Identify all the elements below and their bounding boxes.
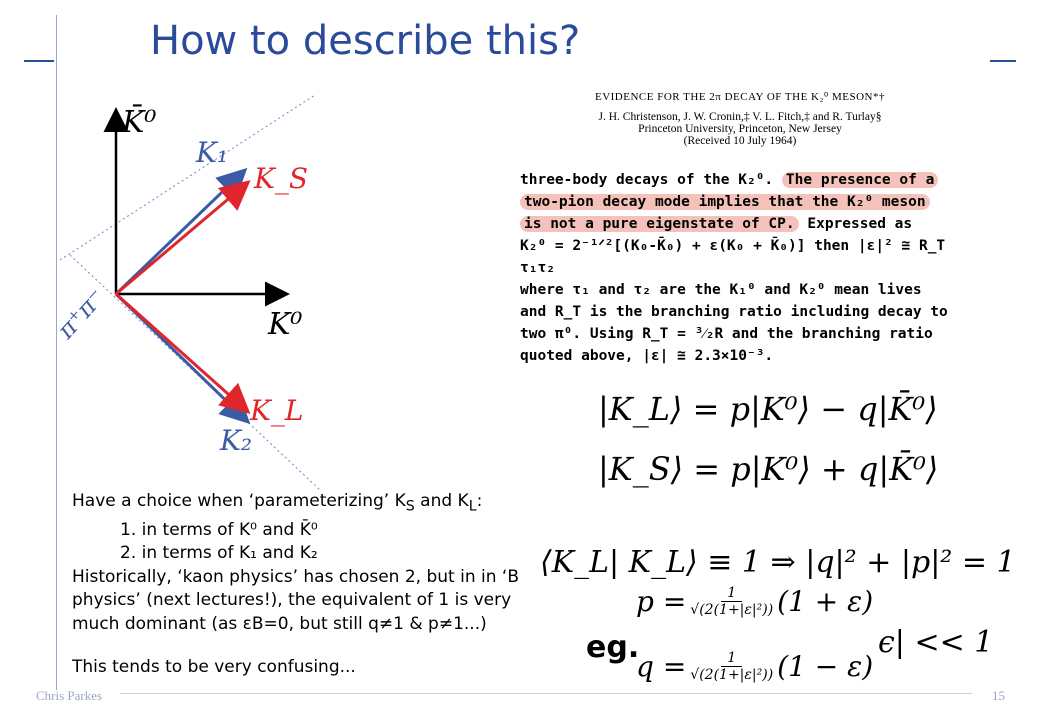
paper-title: EVIDENCE FOR THE 2π DECAY OF THE K₂⁰ MESON*† bbox=[594, 91, 886, 103]
paper-body bbox=[520, 169, 960, 367]
paper-line-2 bbox=[520, 191, 960, 213]
note-line-7: This tends to be very confusing... bbox=[72, 657, 356, 678]
paper-line-7: two π⁰. Using R_T = ³⁄₂R and the branching ratio bbox=[520, 326, 933, 342]
k1-vector bbox=[116, 172, 243, 294]
highlight: is not a pure eigenstate of CP. bbox=[520, 216, 799, 232]
spacer bbox=[72, 636, 532, 656]
label-k0: K⁰ bbox=[268, 307, 303, 342]
paper-authors: J. H. Christenson, J. W. Cronin,‡ V. L. Fitch,‡ and R. Turlay§ bbox=[598, 111, 882, 123]
note-line-5: physics’ (next lectures!), the equivalent of 1 is very bbox=[72, 590, 512, 611]
fraction: $\frac{1}{\text{√(2(1+|ε|²))}}$ bbox=[690, 650, 774, 683]
paper-line-1: three-body decays of the K₂⁰. The presence of a bbox=[520, 169, 960, 191]
title-dash-right bbox=[990, 60, 1016, 62]
label-k2: K₂ bbox=[220, 424, 253, 457]
kl-vector bbox=[116, 294, 246, 410]
eg-label: eg. bbox=[586, 630, 640, 665]
eq-normalization: ⟨K_L| K_L⟩ ≡ 1 ⇒ |q|² + |p|² = 1 bbox=[540, 545, 1016, 580]
paper-received: (Received 10 July 1964) bbox=[683, 135, 797, 147]
paper-line-3: is not a pure eigenstate of CP. Expressed as bbox=[520, 213, 960, 235]
notes-block bbox=[72, 490, 532, 680]
eq-q: q = $\frac{1}{\text{√(2(1+|ε|²))}}$ (1 − ε) bbox=[636, 650, 874, 683]
eq-p: p = $\frac{1}{\text{√(2(1+|ε|²))}}$ (1 + ε) bbox=[636, 585, 874, 618]
highlight: The presence of a bbox=[782, 172, 938, 188]
highlight: two-pion decay mode implies that the K₂⁰ meson bbox=[520, 194, 930, 210]
paper-line-6: and R_T is the branching ratio including decay to bbox=[520, 304, 948, 320]
paper-line-4: K₂⁰ = 2⁻¹ᐟ²[(K₀-K̄₀) + ε(K₀ + K̄₀)] then |ε|² ≅ R_T τ₁τ₂ bbox=[520, 238, 946, 276]
label-pipi: π⁺π⁻ bbox=[51, 283, 111, 345]
eq-ks: |K_S⟩ = p|K⁰⟩ + q|K̄⁰⟩ bbox=[598, 450, 939, 488]
paper-affiliation: Princeton University, Princeton, New Jersey bbox=[638, 123, 842, 135]
kaon-state-diagram bbox=[40, 90, 340, 490]
paper-line-5: where τ₁ and τ₂ are the K₁⁰ and K₂⁰ mean lives bbox=[520, 282, 922, 298]
label-ks: K_S bbox=[254, 162, 309, 195]
eq-epsilon-condition: ϵ| << 1 bbox=[878, 625, 994, 660]
footer-author: Chris Parkes bbox=[36, 688, 103, 703]
note-line-1: Have a choice when ‘parameterizing’ $K_S$ and $K_L$: bbox=[72, 491, 483, 515]
title-dash-left bbox=[24, 60, 54, 62]
note-line-3: 2. in terms of K₁ and K₂ bbox=[120, 543, 318, 564]
paper-line-8: quoted above, |ε| ≅ 2.3×10⁻³. bbox=[520, 348, 774, 364]
eq-kl: |K_L⟩ = p|K⁰⟩ − q|K̄⁰⟩ bbox=[598, 390, 938, 428]
label-k0bar: K̄⁰ bbox=[122, 105, 157, 140]
ks-vector bbox=[116, 184, 246, 294]
note-line-6: much dominant (as εB=0, but still q≠1 & p≠1...) bbox=[72, 613, 487, 634]
fraction: $\frac{1}{\text{√(2(1+|ε|²))}}$ bbox=[690, 585, 774, 618]
footer-rule bbox=[120, 693, 972, 694]
note-line-2: 1. in terms of K⁰ and K̄⁰ bbox=[120, 519, 318, 540]
label-kl: K_L bbox=[250, 394, 304, 427]
note-line-4: Historically, ‘kaon physics’ has chosen 2, but in in ‘B bbox=[72, 566, 519, 587]
paper-excerpt bbox=[520, 90, 960, 367]
label-k1: K₁ bbox=[196, 136, 229, 169]
page-number: 15 bbox=[992, 688, 1005, 703]
slide-title: How to describe this? bbox=[150, 18, 581, 64]
